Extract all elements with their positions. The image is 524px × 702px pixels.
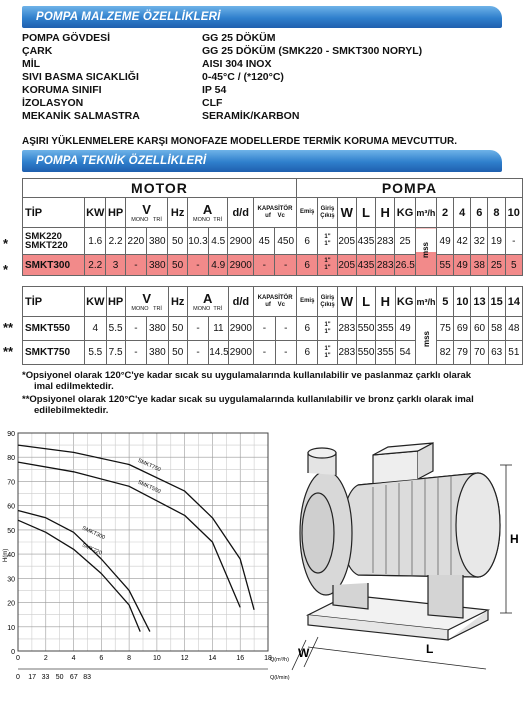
cell-v-mono: - xyxy=(125,255,146,276)
col-l: L xyxy=(356,287,375,317)
note-2: **Opsiyonel olarak 120°C'ye kadar sıcak su uygulamalarında kullanılabilir ve bronz çarklı olarak imal edilebilmektedir. xyxy=(22,394,474,416)
x2-tick-label: 0 xyxy=(16,674,20,681)
cell-a-tri: 14.5 xyxy=(209,341,228,365)
cell-a-mono: 10.3 xyxy=(187,228,208,255)
cell-head: 42 xyxy=(454,228,471,255)
pump-illustration xyxy=(292,443,512,670)
thermal-protection-note: AŞIRI YÜKLENMELERE KARŞI MONOFAZE MODELLERDE TERMİK KORUMA MEVCUTTUR. xyxy=(22,136,458,147)
dim-label-w: W xyxy=(298,646,310,660)
cell-v-mono: - xyxy=(125,317,146,341)
cell-uf: - xyxy=(254,341,275,365)
cell-dd: 2900 xyxy=(228,255,254,276)
technical-table-1 xyxy=(22,178,523,276)
x2-tick-label: 17 xyxy=(28,674,37,681)
cell-h: 283 xyxy=(376,228,395,255)
cell-vc: - xyxy=(275,255,297,276)
table-row xyxy=(23,317,523,341)
cell-l: 550 xyxy=(356,317,375,341)
cell-head: 5 xyxy=(505,255,523,276)
spec-row xyxy=(22,58,502,71)
y-tick-label: 20 xyxy=(7,600,15,608)
col-hp: HP xyxy=(106,198,125,228)
cell-v-tri: 380 xyxy=(147,317,168,341)
x-tick-label: 4 xyxy=(71,655,76,662)
cell-kw: 4 xyxy=(85,317,106,341)
cell-head: 19 xyxy=(488,228,505,255)
flow-col-4: 10 xyxy=(505,198,523,228)
col-m3h: m³/h xyxy=(415,287,436,317)
cell-head: 63 xyxy=(488,341,505,365)
col-h: H xyxy=(376,198,395,228)
col-tip: TİP xyxy=(23,198,85,228)
series-line-smkt750 xyxy=(18,445,254,610)
col-emis: Emiş xyxy=(296,198,317,228)
row-marker: ** xyxy=(3,320,14,335)
col-dd: d/d xyxy=(228,198,254,228)
y-tick-label: 40 xyxy=(7,552,15,560)
col-l: L xyxy=(356,198,375,228)
cell-a-tri: 4.9 xyxy=(209,255,228,276)
cell-head: 49 xyxy=(454,255,471,276)
cell-head: 38 xyxy=(471,255,488,276)
cell-dd: 2900 xyxy=(228,341,254,365)
motor-header: MOTOR xyxy=(23,179,297,198)
spec-key: ÇARK xyxy=(22,45,53,57)
col-kw: KW xyxy=(85,287,106,317)
x-tick-label: 0 xyxy=(16,655,20,662)
cell-hz: 50 xyxy=(168,255,187,276)
col-hz: Hz xyxy=(168,198,187,228)
spec-value: GG 25 DÖKÜM (SMK220 - SMKT300 NORYL) xyxy=(202,45,423,57)
x-tick-label: 6 xyxy=(99,655,104,662)
cell-dd: 2900 xyxy=(228,228,254,255)
y-axis-label: H(m) xyxy=(3,548,9,562)
cell-vc: 450 xyxy=(275,228,297,255)
performance-curve-chart xyxy=(0,425,290,702)
cell-emis: 6 xyxy=(296,255,317,276)
row-tip: SMKT550 xyxy=(23,317,85,341)
x-tick-label: 2 xyxy=(43,655,48,662)
cell-head: 79 xyxy=(454,341,471,365)
cell-kw: 1.6 xyxy=(85,228,106,255)
col-kapasitor: KAPASİTÖR uf Vc xyxy=(254,287,297,317)
cell-v-tri: 380 xyxy=(147,228,168,255)
x-tick-label: 12 xyxy=(180,655,189,662)
row-tip: SMKT300 xyxy=(23,255,85,276)
col-tip: TİP xyxy=(23,287,85,317)
col-kg: KG xyxy=(395,198,415,228)
cell-giris-cikis: 1" 1" xyxy=(318,317,337,341)
cell-head: 32 xyxy=(471,228,488,255)
pompa-header: POMPA xyxy=(296,179,522,198)
spec-value: CLF xyxy=(202,97,223,109)
note-1: *Opsiyonel olarak 120°C'ye kadar sıcak su uygulamalarında kullanılabilir ve paslanmaz çarklı olarak imal edilmektedir. xyxy=(22,370,472,392)
col-kg: KG xyxy=(395,287,415,317)
cell-l: 435 xyxy=(356,228,375,255)
col-v: V MONO TRİ xyxy=(125,198,168,228)
mss-unit-cell: mss xyxy=(415,317,436,365)
cell-head: 49 xyxy=(437,228,454,255)
spec-value: SERAMİK/KARBON xyxy=(202,110,300,122)
col-kapasitor: KAPASİTÖR uf Vc xyxy=(254,198,297,228)
cell-w: 283 xyxy=(337,341,356,365)
y-tick-label: 10 xyxy=(7,624,15,632)
cell-giris-cikis: 1" 1" xyxy=(318,228,337,255)
mss-unit-cell: mss xyxy=(415,228,436,276)
cell-hz: 50 xyxy=(168,317,187,341)
spec-row xyxy=(22,84,502,97)
col-giris-cikis: Giriş Çıkış xyxy=(318,198,337,228)
cell-h: 355 xyxy=(376,317,395,341)
cell-emis: 6 xyxy=(297,317,318,341)
x-tick-label: 8 xyxy=(127,655,132,662)
cell-emis: 6 xyxy=(297,341,318,365)
x-axis-label: Q(m³/h) xyxy=(270,657,289,663)
cell-hp: 2.2 xyxy=(106,228,125,255)
x-tick-label: 10 xyxy=(152,655,161,662)
cell-v-tri: 380 xyxy=(147,341,168,365)
cell-head: 69 xyxy=(454,317,471,341)
cell-kg: 49 xyxy=(395,317,415,341)
cell-l: 435 xyxy=(356,255,375,276)
spec-value: AISI 304 INOX xyxy=(202,58,272,70)
materials-spec-list xyxy=(22,32,502,123)
cell-a-mono: - xyxy=(187,255,208,276)
series-label: SMK220 xyxy=(81,542,103,557)
flow-col-0: 2 xyxy=(437,198,454,228)
flow-col-0: 5 xyxy=(437,287,454,317)
y-tick-label: 60 xyxy=(7,503,15,511)
cell-hz: 50 xyxy=(168,341,187,365)
table-row-highlighted xyxy=(23,255,523,276)
x-tick-label: 14 xyxy=(208,655,217,662)
x2-tick-label: 33 xyxy=(41,674,50,681)
spec-key: İZOLASYON xyxy=(22,97,84,109)
cell-giris-cikis: 1" 1" xyxy=(318,341,337,365)
cell-emis: 6 xyxy=(296,228,317,255)
series-label: SMKT300 xyxy=(81,525,106,542)
col-w: W xyxy=(337,287,356,317)
cell-hp: 7.5 xyxy=(106,341,125,365)
col-v: V MONO TRİ xyxy=(125,287,168,317)
cell-head: 55 xyxy=(437,255,454,276)
cell-kg: 26.5 xyxy=(395,255,415,276)
table-row xyxy=(23,228,523,255)
cell-v-mono: - xyxy=(125,341,146,365)
y-tick-label: 0 xyxy=(11,649,15,656)
x2-tick-label: 83 xyxy=(83,674,92,681)
cell-a-tri: 11 xyxy=(209,317,228,341)
dim-label-l: L xyxy=(426,642,434,656)
spec-key: POMPA GÖVDESİ xyxy=(22,32,111,44)
col-a: A MONO TRİ xyxy=(187,198,228,228)
spec-key: KORUMA SINIFI xyxy=(22,84,102,96)
y-tick-label: 70 xyxy=(7,479,15,487)
cell-vc: - xyxy=(275,317,296,341)
cell-h: 355 xyxy=(376,341,395,365)
cell-v-mono: 220 xyxy=(125,228,146,255)
col-w: W xyxy=(337,198,356,228)
col-a: A MONO TRİ xyxy=(187,287,228,317)
flow-col-1: 4 xyxy=(454,198,471,228)
cell-kw: 2.2 xyxy=(85,255,106,276)
col-hp: HP xyxy=(106,287,125,317)
row-marker: ** xyxy=(3,344,14,359)
col-m3h: m³/h xyxy=(415,198,436,228)
cell-w: 205 xyxy=(337,228,356,255)
cell-kw: 5.5 xyxy=(85,341,106,365)
flow-col-2: 13 xyxy=(471,287,488,317)
spec-key: SIVI BASMA SICAKLIĞI xyxy=(22,71,139,83)
y-tick-label: 90 xyxy=(7,431,15,438)
col-kw: KW xyxy=(85,198,106,228)
cell-head: 51 xyxy=(505,341,522,365)
cell-a-mono: - xyxy=(187,317,208,341)
cell-giris-cikis: 1" 1" xyxy=(318,255,337,276)
y-tick-label: 50 xyxy=(7,527,15,535)
cell-head: 25 xyxy=(488,255,505,276)
cell-head: - xyxy=(505,228,523,255)
materials-section-title: POMPA MALZEME ÖZELLİKLERİ xyxy=(22,6,502,28)
cell-hp: 3 xyxy=(106,255,125,276)
spec-row xyxy=(22,32,502,45)
cell-head: 70 xyxy=(471,341,488,365)
cell-head: 48 xyxy=(505,317,522,341)
flow-col-2: 6 xyxy=(471,198,488,228)
cell-kg: 54 xyxy=(395,341,415,365)
spec-key: MİL xyxy=(22,58,41,70)
x-tick-label: 16 xyxy=(236,655,245,662)
technical-table-2 xyxy=(22,286,523,365)
x2-tick-label: 67 xyxy=(69,674,78,681)
spec-row xyxy=(22,97,502,110)
cell-uf: - xyxy=(254,317,275,341)
cell-vc: - xyxy=(275,341,296,365)
col-hz: Hz xyxy=(168,287,187,317)
y-tick-label: 30 xyxy=(7,576,15,584)
pump-dimension-drawing xyxy=(278,425,522,702)
spec-row xyxy=(22,45,502,58)
cell-head: 75 xyxy=(437,317,454,341)
cell-dd: 2900 xyxy=(228,317,254,341)
flow-col-1: 10 xyxy=(454,287,471,317)
cell-v-tri: 380 xyxy=(147,255,168,276)
col-giris-cikis: Giriş Çıkış xyxy=(318,287,337,317)
spec-row xyxy=(22,71,502,84)
cell-head: 82 xyxy=(437,341,454,365)
col-dd: d/d xyxy=(228,287,254,317)
spec-key: MEKANİK SALMASTRA xyxy=(22,110,140,122)
cell-uf: 45 xyxy=(254,228,275,255)
y-tick-label: 80 xyxy=(7,455,15,463)
row-tip: SMKT750 xyxy=(23,341,85,365)
dim-label-h: H xyxy=(510,532,519,546)
spec-value: GG 25 DÖKÜM xyxy=(202,32,276,44)
series-label: SMKT750 xyxy=(136,457,162,474)
cell-a-tri: 4.5 xyxy=(209,228,228,255)
cell-head: 58 xyxy=(488,317,505,341)
col-emis: Emiş xyxy=(297,287,318,317)
table-row xyxy=(23,341,523,365)
x-tick-label: 18 xyxy=(264,655,272,662)
cell-head: 60 xyxy=(471,317,488,341)
cell-a-mono: - xyxy=(187,341,208,365)
row-tip: SMK220 SMKT220 xyxy=(23,228,85,255)
flow-col-3: 8 xyxy=(488,198,505,228)
col-h: H xyxy=(376,287,395,317)
cell-h: 283 xyxy=(376,255,395,276)
flow-col-3: 15 xyxy=(488,287,505,317)
cell-l: 550 xyxy=(356,341,375,365)
technical-section-title: POMPA TEKNİK ÖZELLİKLERİ xyxy=(22,150,502,172)
spec-value: IP 54 xyxy=(202,84,227,96)
x2-axis-label: Q(l/min) xyxy=(270,675,290,681)
flow-col-4: 14 xyxy=(505,287,522,317)
cell-hp: 5.5 xyxy=(106,317,125,341)
row-marker: * xyxy=(3,236,9,251)
spec-row xyxy=(22,110,502,123)
x2-tick-label: 50 xyxy=(55,674,64,681)
cell-w: 283 xyxy=(337,317,356,341)
cell-kg: 25 xyxy=(395,228,415,255)
row-marker: * xyxy=(3,262,9,277)
cell-w: 205 xyxy=(337,255,356,276)
cell-uf: - xyxy=(254,255,275,276)
cell-hz: 50 xyxy=(168,228,187,255)
spec-value: 0-45°C / (*120°C) xyxy=(202,71,284,83)
series-label: SMKT550 xyxy=(136,479,162,496)
